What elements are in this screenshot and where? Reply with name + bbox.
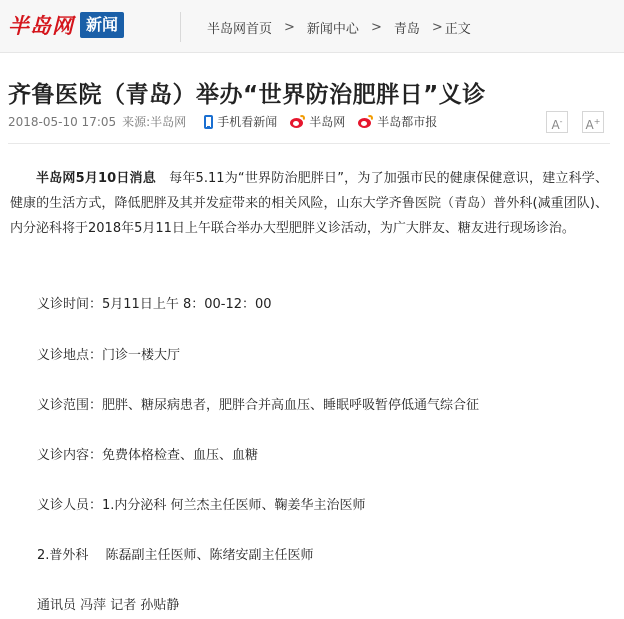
publish-date: 2018-05-10 17:05 — [8, 114, 117, 129]
page-title: 齐鲁医院（青岛）举办“世界防治肥胖日”义诊 — [8, 82, 486, 108]
bandao-weibo-link[interactable] — [289, 113, 345, 130]
bandao-metro-weibo-link[interactable] — [357, 113, 437, 130]
lead-paragraph — [10, 166, 608, 241]
meta-divider — [8, 143, 610, 144]
bandao-metro-weibo-label: 半岛都市报 — [377, 115, 438, 129]
font-larger-button[interactable]: A+ — [582, 111, 604, 133]
breadcrumb-qingdao[interactable]: 青岛 — [393, 22, 420, 37]
breadcrumb-news-center[interactable]: 新闻中心 — [306, 22, 359, 37]
font-smaller-label: A — [551, 118, 560, 132]
clinic-staff: 义诊人员：1.内分泌科 何兰杰主任医师、鞠姜华主治医师 — [37, 498, 366, 513]
logo-badge: 新闻 — [80, 12, 124, 38]
article-body — [10, 166, 608, 241]
clinic-scope: 义诊范围：肥胖、糖尿病患者，肥胖合并高血压、睡眠呼吸暂停低通气综合征 — [37, 398, 480, 413]
clinic-location: 义诊地点：门诊一楼大厅 — [37, 348, 181, 363]
clinic-time: 义诊时间：5月11日上午 8：00-12：00 — [37, 297, 272, 312]
lead-text: 每年5.11为“世界防治肥胖日”，为了加强市民的健康保健意识，建立科学、健康的生活方式，降低肥胖及其并发症带来的相关风险，山东大学齐鲁医院（青岛）普外科(减重团队)、内分泌科将于2018年5月11日上午联合举办大型肥胖义诊活动，为广大胖友、糖友进行现场诊治。 — [10, 171, 608, 236]
phone-icon — [204, 115, 213, 129]
site-logo[interactable] — [8, 10, 124, 40]
clinic-content: 义诊内容：免费体格检查、血压、血糖 — [37, 448, 259, 463]
header-divider — [180, 12, 181, 42]
mobile-news-link[interactable] — [204, 113, 277, 130]
weibo-icon — [357, 115, 373, 129]
chevron-right-icon: > — [370, 20, 382, 35]
chevron-right-icon: > — [284, 20, 295, 35]
weibo-icon — [289, 115, 305, 129]
article-byline: 通讯员 冯萍 记者 孙贴静 — [37, 598, 180, 613]
breadcrumb-current: 正文 — [444, 22, 471, 37]
breadcrumb — [207, 18, 471, 37]
chevron-right-icon: > — [431, 20, 443, 35]
lead-strong: 半岛网5月10日消息 — [36, 171, 156, 186]
mobile-news-label: 手机看新闻 — [217, 115, 278, 129]
logo-text: 半岛网 — [8, 13, 74, 38]
font-smaller-button[interactable]: A- — [546, 111, 568, 133]
font-larger-label: A — [585, 118, 594, 132]
bandao-weibo-label: 半岛网 — [309, 115, 346, 129]
clinic-staff-surgery: 2.普外科 陈磊副主任医师、陈绪安副主任医师 — [37, 548, 314, 563]
article-meta — [8, 113, 449, 130]
site-header — [0, 0, 624, 53]
breadcrumb-home[interactable]: 半岛网首页 — [207, 22, 273, 37]
article-source: 来源:半岛网 — [122, 115, 187, 129]
